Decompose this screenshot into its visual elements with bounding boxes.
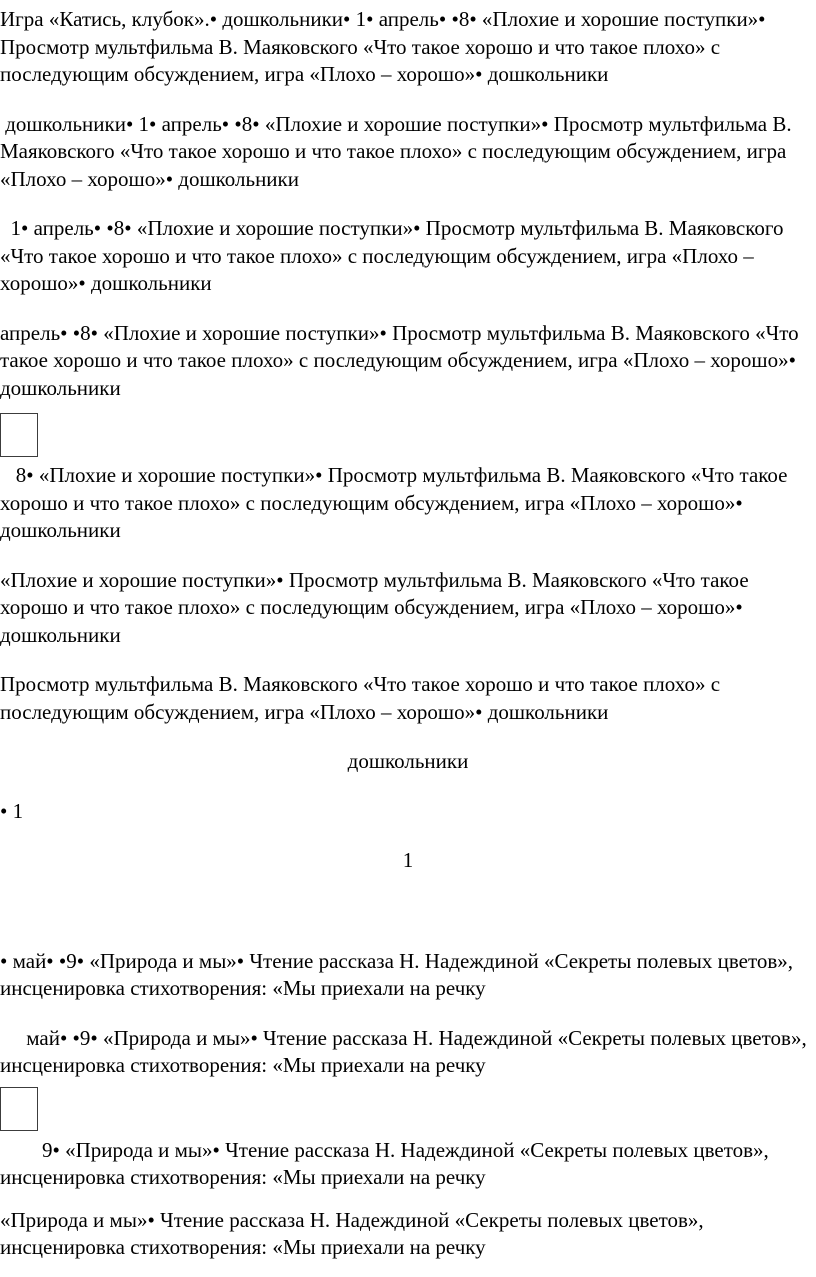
paragraph-aprel-entry: апрель• •8• «Плохие и хорошие поступки»• Просмотр мультфильма В. Маяковского «Что такое хорошо и что такое плохо» с последующим обсуждением, игра «Плохо – хорошо»• дошкольники xyxy=(0,320,804,400)
paragraph-may-entry-2: май• •9• «Природа и мы»• Чтение рассказа Н. Надеждиной «Секреты полевых цветов», инсценировка стихотворения: «Мы приехали на речку xyxy=(0,1025,812,1077)
paragraph-doshkolniki-entry: дошкольники• 1• апрель• •8• «Плохие и хорошие поступки»• Просмотр мультфильма В. Маяковского «Что такое хорошо и что такое плохо» с последующим обсуждением, игра «Плохо – хорошо»• дошкольники xyxy=(0,111,797,191)
page-break-gap xyxy=(0,897,816,948)
centered-doshkolniki: дошкольники xyxy=(347,749,469,773)
paragraph-prosmotr-entry: Просмотр мультфильма В. Маяковского «Что такое хорошо и что такое плохо» с последующим обсуждением, игра «Плохо – хорошо»• дошкольники xyxy=(0,672,726,724)
paragraph-8-postupki-entry: 8• «Плохие и хорошие поступки»• Просмотр мультфильма В. Маяковского «Что такое хорошо и что такое плохо» с последующим обсуждением, игра «Плохо – хорошо»• дошкольники xyxy=(0,463,793,542)
paragraph-igra-katis: Игра «Катись, клубок».• дошкольники• 1• апрель• •8• «Плохие и хорошие поступки»• Просмотр мультфильма В. Маяковского «Что такое хорошо и что такое плохо» с последующим обсуждением, игра «Плохо – хорошо»• дошкольники xyxy=(0,7,771,86)
paragraph-priroda-entry: «Природа и мы»• Чтение рассказа Н. Надеждиной «Секреты полевых цветов», инсценировка стихотворения: «Мы приехали на речку xyxy=(0,1207,709,1259)
bullet-one-line: • 1 xyxy=(0,798,24,823)
page-number: 1 xyxy=(402,848,414,872)
empty-table-cell-2 xyxy=(0,1087,38,1131)
empty-table-cell-1 xyxy=(0,413,38,457)
paragraph-may-entry-3: 9• «Природа и мы»• Чтение рассказа Н. Надеждиной «Секреты полевых цветов», инсценировка стихотворения: «Мы приехали на речку xyxy=(0,1137,775,1189)
paragraph-plohie-postupki-entry: «Плохие и хорошие поступки»• Просмотр мультфильма В. Маяковского «Что такое хорошо и что такое плохо» с последующим обсуждением, игра «Плохо – хорошо»• дошкольники xyxy=(0,567,754,647)
paragraph-1-aprel-entry: 1• апрель• •8• «Плохие и хорошие поступки»• Просмотр мультфильма В. Маяковского «Что такое хорошо и что такое плохо» с последующим обсуждением, игра «Плохо – хорошо»• дошкольники xyxy=(0,216,789,295)
paragraph-may-entry-1: • май• •9• «Природа и мы»• Чтение рассказа Н. Надеждиной «Секреты полевых цветов», инсценировка стихотворения: «Мы приехали на речку xyxy=(0,948,799,1000)
